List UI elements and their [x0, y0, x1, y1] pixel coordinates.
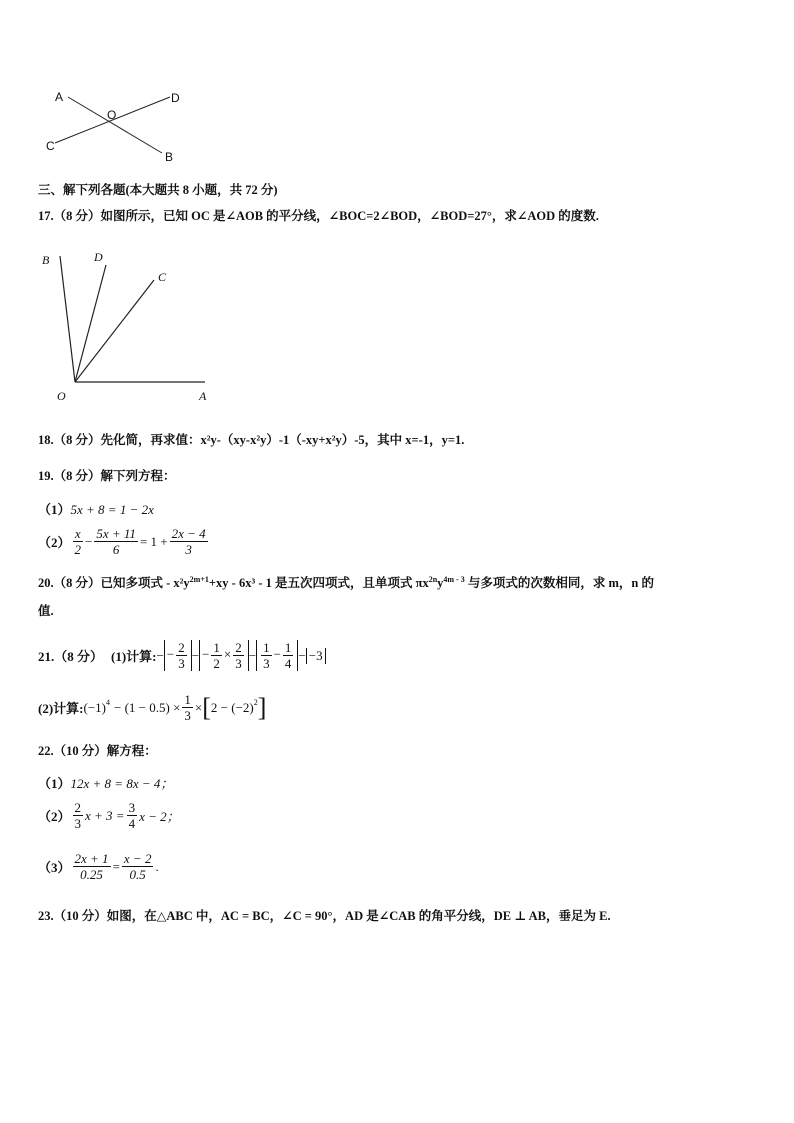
times-sign: ×	[194, 699, 203, 715]
op: −	[191, 647, 200, 663]
question-17-text: 17.（8 分）如图所示，已知 OC 是∠AOB 的平分线，∠BOC=2∠BOD，∠BOD=27°，求∠AOD 的度数.	[38, 209, 599, 223]
question-20-line-2: 值.	[38, 604, 54, 618]
abs-group-2: − $\frac{1}{2}$ × $\frac{2}{3}$	[199, 640, 249, 671]
fig2-label-a: A	[199, 389, 207, 403]
figure-angle-rays	[40, 248, 220, 408]
equation: 5x + 8 = 1 − 2x	[70, 502, 154, 517]
op: −	[298, 647, 306, 663]
question-22-part-1	[38, 773, 173, 792]
question-21-part-1	[38, 640, 326, 671]
exp-2: 2n	[428, 575, 438, 584]
equals-sign: =	[112, 858, 120, 874]
question-19-part-1	[38, 499, 154, 518]
fraction-3: $\frac{2x - 4}{3}$	[171, 526, 206, 557]
exp-1: 2m+1	[189, 575, 209, 584]
question-20-line-1	[38, 572, 654, 591]
fig1-label-c: C	[46, 139, 55, 153]
fig1-label-o: O	[107, 108, 117, 122]
equation: 12x + 8 = 8x − 4；	[70, 776, 174, 791]
ray-od	[75, 265, 106, 382]
exp-a: 4	[106, 698, 110, 707]
part-label: （2）	[38, 535, 71, 550]
fig2-label-b: B	[42, 253, 50, 267]
fig2-label-o: O	[57, 389, 66, 403]
text-a: 20.（8 分）已知多项式 - x²y	[38, 576, 190, 591]
term-a: (−1)	[83, 699, 106, 715]
text-d: 与多项式的次数相同，求 m，n 的	[464, 576, 654, 591]
equals-part: = 1 +	[139, 533, 168, 549]
op: −	[156, 647, 164, 663]
ray-oc	[75, 280, 154, 382]
term-c: 2 − (−2)	[210, 699, 254, 715]
term-a: x + 3 =	[85, 807, 125, 823]
part-label: （3）	[38, 860, 71, 875]
abs-group-4: −3	[306, 648, 326, 664]
part-2-label: (2)计算:	[38, 701, 84, 716]
part-label: （1）	[38, 502, 71, 517]
question-22-part-3	[38, 851, 159, 882]
fig1-label-d: D	[171, 91, 180, 105]
open-bracket: [	[202, 692, 211, 722]
fig1-label-b: B	[165, 150, 174, 164]
fraction-1: $\frac{x}{2}$	[74, 526, 82, 557]
text-b: +xy - 6x³ - 1 是五次四项式，且单项式 πx	[208, 576, 429, 591]
exp-c: 2	[253, 698, 258, 707]
question-21-part-2	[38, 692, 266, 723]
question-22-title: 22.（10 分）解方程：	[38, 744, 157, 758]
term-b: − (1 − 0.5) ×	[114, 699, 181, 715]
exp-3: 4m - 3	[443, 575, 465, 584]
ray-ob	[60, 256, 75, 382]
question-23-text: 23.（10 分）如图，在△ABC 中，AC = BC，∠C = 90°，AD 是∠CAB 的角平分线，DE ⊥ AB，垂足为 E.	[38, 909, 611, 923]
term-b: x − 2；	[139, 809, 180, 824]
question-21-head: 21.（8 分）	[38, 649, 104, 664]
period: .	[155, 858, 159, 874]
fraction-1: $\frac{2}{3}$	[74, 800, 82, 831]
question-18-text: 18.（8 分）先化简，再求值：x²y-（xy-x²y）-1（-xy+x²y）-5，其中 x=-1，y=1.	[38, 433, 465, 447]
section-title: 三、解下列各题(本大题共 8 小题，共 72 分)	[38, 183, 278, 197]
fraction-2: $\frac{x - 2}{0.5}$	[123, 851, 152, 882]
fig2-label-d: D	[94, 250, 103, 264]
abs-group-3: $\frac{1}{3}$ − $\frac{1}{4}$	[256, 640, 298, 671]
question-19-part-2	[38, 526, 210, 557]
minus-sign: −	[85, 533, 93, 549]
fraction-1: $\frac{2x + 1}{0.25}$	[74, 851, 109, 882]
question-19-title: 19.（8 分）解下列方程：	[38, 469, 176, 483]
part-label: （2）	[38, 809, 71, 824]
text-c: y	[437, 576, 444, 591]
part-label: （1）	[38, 776, 71, 791]
close-bracket: ]	[257, 692, 267, 722]
part-1-label: (1)计算:	[111, 649, 157, 664]
abs-group-1: − $\frac{2}{3}$	[164, 640, 192, 671]
fig2-label-c: C	[158, 270, 167, 284]
fraction-2: $\frac{5x + 11}{6}$	[96, 526, 136, 557]
fig1-label-a: A	[55, 90, 64, 104]
question-22-part-2	[38, 800, 180, 831]
fraction-one-third: $\frac{1}{3}$	[184, 692, 191, 723]
fraction-2: $\frac{3}{4}$	[128, 800, 136, 831]
op: −	[248, 647, 257, 663]
